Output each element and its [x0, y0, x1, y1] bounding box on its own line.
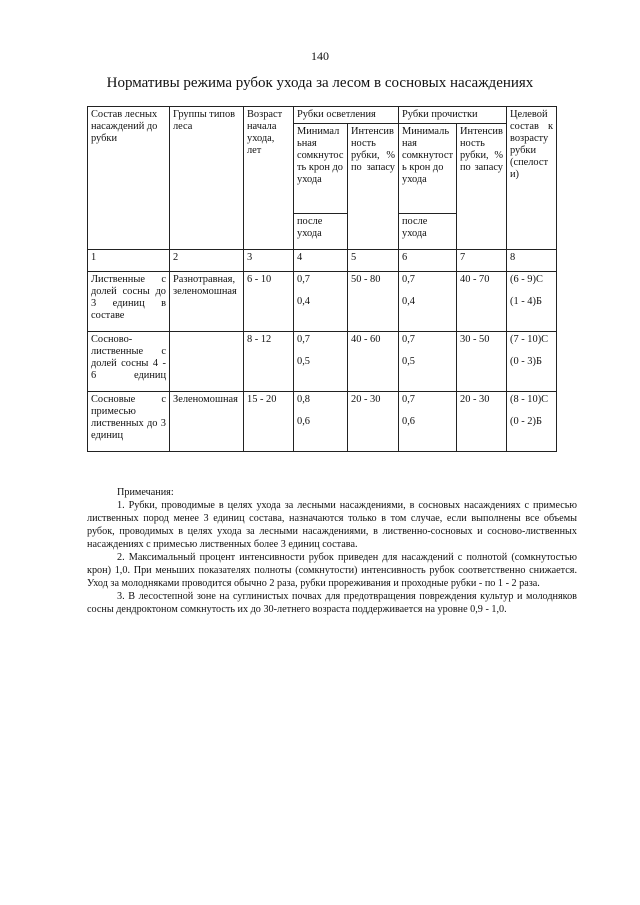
closure-after: 0,6 — [402, 416, 415, 427]
closure-before: 0,7 — [297, 334, 310, 345]
header-clearing-min-closure: Минимальная сомкнутость крон до ухода — [294, 124, 348, 214]
row-thinning-closure — [399, 272, 457, 332]
closure-after: 0,4 — [297, 296, 310, 307]
row-thinning-intensity: 30 - 50 — [457, 332, 507, 392]
closure-after: 0,5 — [402, 356, 415, 367]
row-forest-types: Разнотравная, зеленомошная — [170, 272, 244, 332]
row-age: 8 - 12 — [244, 332, 294, 392]
col-number: 4 — [294, 250, 348, 272]
target-birch: (0 - 2)Б — [510, 416, 542, 427]
header-thinning: Рубки прочистки — [399, 107, 507, 124]
table-row — [88, 332, 557, 392]
document-title: Нормативы режима рубок ухода за лесом в сосновых насаждениях — [106, 75, 534, 91]
closure-before: 0,7 — [402, 274, 415, 285]
row-composition: Лиственные с долей сосны до 3 единиц в составе — [88, 272, 170, 332]
row-age: 6 - 10 — [244, 272, 294, 332]
row-clearing-closure — [294, 272, 348, 332]
closure-after: 0,6 — [297, 416, 310, 427]
col-number: 2 — [170, 250, 244, 272]
row-clearing-intensity: 50 - 80 — [348, 272, 399, 332]
note-item: 2. Максимальный процент интенсивности рубок приведен для насаждений с полнотой (сомкнутостью крон) 1,0. При меньших показателях полноты (сомкнутости) интенсивность рубок соответственно снижается. Уход за молодняками проводится обычно 2 раза, рубки прореживания и проходные рубки - по 1 - 2 раза. — [87, 552, 577, 589]
row-forest-types: Зеленомошная — [170, 392, 244, 452]
closure-before: 0,7 — [297, 274, 310, 285]
notes-section — [87, 486, 577, 616]
table-row — [88, 272, 557, 332]
header-target: Целевой состав к возрасту рубки (спелости) — [507, 107, 557, 250]
closure-before: 0,7 — [402, 394, 415, 405]
col-number: 6 — [399, 250, 457, 272]
row-thinning-closure — [399, 332, 457, 392]
col-number: 8 — [507, 250, 557, 272]
target-birch: (1 - 4)Б — [510, 296, 542, 307]
row-age: 15 - 20 — [244, 392, 294, 452]
table-row — [88, 392, 557, 452]
row-clearing-intensity: 40 - 60 — [348, 332, 399, 392]
header-clearing-intensity: Интенсивность рубки, % по запасу — [348, 124, 399, 250]
header-thinning-after: после ухода — [399, 214, 457, 250]
closure-after: 0,4 — [402, 296, 415, 307]
col-number: 5 — [348, 250, 399, 272]
target-pine: (6 - 9)С — [510, 274, 543, 285]
row-clearing-closure — [294, 332, 348, 392]
col-number: 1 — [88, 250, 170, 272]
standards-table — [87, 106, 557, 452]
row-thinning-intensity: 20 - 30 — [457, 392, 507, 452]
header-clearing-after: после ухода — [294, 214, 348, 250]
row-target — [507, 392, 557, 452]
row-composition: Сосново-лиственные с долей сосны 4 - 6 единиц — [88, 332, 170, 392]
row-composition: Сосновые с примесью лиственных до 3 единиц — [88, 392, 170, 452]
note-item: 3. В лесостепной зоне на суглинистых почвах для предотвращения повреждения культур и молодняков сосны дендроктоном сомкнутость их до 30-летнего возраста поддерживается на уровне 0,9 - 1,0. — [87, 591, 577, 615]
closure-after: 0,5 — [297, 356, 310, 367]
row-target — [507, 332, 557, 392]
header-age: Возраст начала ухода, лет — [244, 107, 294, 250]
row-thinning-closure — [399, 392, 457, 452]
target-birch: (0 - 3)Б — [510, 356, 542, 367]
row-clearing-closure — [294, 392, 348, 452]
row-clearing-intensity: 20 - 30 — [348, 392, 399, 452]
target-pine: (7 - 10)С — [510, 334, 549, 345]
column-number-row — [88, 250, 557, 272]
closure-before: 0,8 — [297, 394, 310, 405]
target-pine: (8 - 10)С — [510, 394, 549, 405]
col-number: 3 — [244, 250, 294, 272]
header-clearing: Рубки осветления — [294, 107, 399, 124]
closure-before: 0,7 — [402, 334, 415, 345]
header-forest-types: Группы типов леса — [170, 107, 244, 250]
note-item: 1. Рубки, проводимые в целях ухода за лесными насаждениями, в сосновых насаждениях с примесью лиственных пород менее 3 единиц состава, назначаются только в том случае, если выполнены все объемы рубок, проводимых в целях ухода за лесными насаждениями, в лиственно-сосновых и сосново-лиственных насаждениях с примесью лиственных более 3 единиц состава. — [87, 500, 577, 550]
header-thinning-min-closure: Минимальная сомкнутость крон до ухода — [399, 124, 457, 214]
notes-heading: Примечания: — [117, 487, 174, 498]
row-forest-types — [170, 332, 244, 392]
page-number: 140 — [311, 49, 329, 63]
header-thinning-intensity: Интенсивность рубки, % по запасу — [457, 124, 507, 250]
header-row-1 — [88, 107, 557, 124]
col-number: 7 — [457, 250, 507, 272]
header-composition: Состав лесных насаждений до рубки — [88, 107, 170, 250]
row-thinning-intensity: 40 - 70 — [457, 272, 507, 332]
row-target — [507, 272, 557, 332]
